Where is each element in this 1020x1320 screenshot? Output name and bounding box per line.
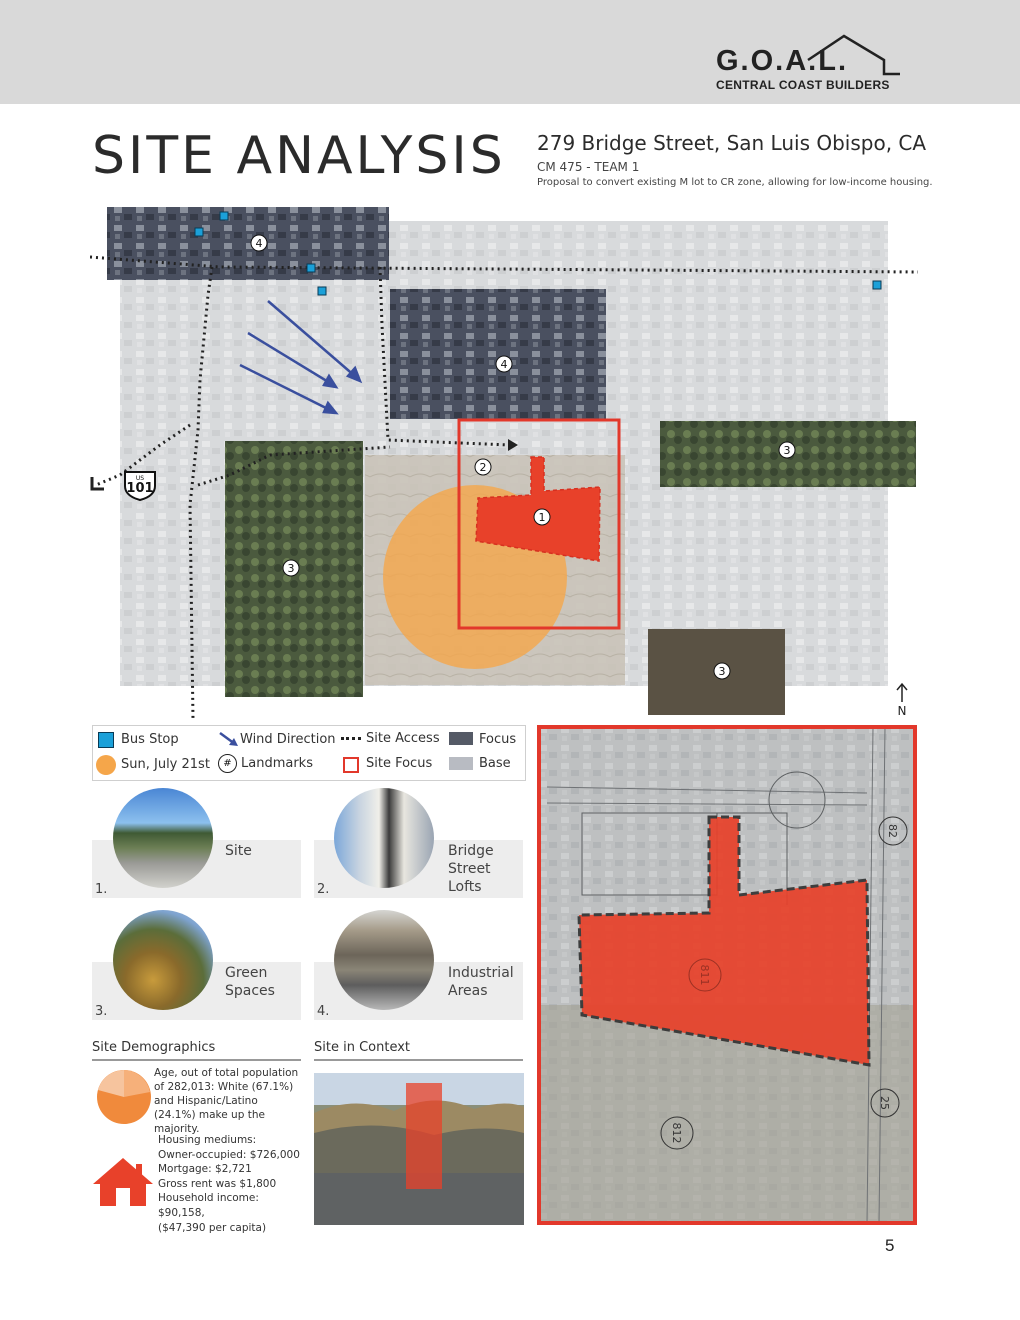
svg-text:US: US xyxy=(135,475,145,482)
bus-stop-icon xyxy=(98,732,114,748)
housing-line: ($47,390 per capita) xyxy=(158,1221,267,1234)
svg-text:4: 4 xyxy=(255,237,263,250)
proposal-text: Proposal to convert existing M lot to CR zone, allowing for low-income housing. xyxy=(537,177,933,188)
site-address: 279 Bridge Street, San Luis Obispo, CA xyxy=(537,131,927,155)
page-number: 5 xyxy=(885,1236,895,1255)
site-map xyxy=(90,205,920,720)
parcel-focus-map xyxy=(537,725,917,1225)
logo-subtitle: CENTRAL COAST BUILDERS xyxy=(716,78,890,92)
housing-info xyxy=(158,1133,304,1235)
industrial-photo xyxy=(334,910,434,1010)
svg-text:3: 3 xyxy=(287,562,295,575)
context-heading: Site in Context xyxy=(314,1040,411,1055)
legend-base: Base xyxy=(479,756,511,771)
card-green-label: Green Spaces xyxy=(225,965,275,999)
site-focus-icon xyxy=(343,757,359,773)
housing-line: Owner-occupied: $726,000 xyxy=(158,1148,300,1161)
focus-swatch-icon xyxy=(449,732,473,745)
card-green-number: 3. xyxy=(95,1004,108,1019)
legend-site-access: Site Access xyxy=(366,731,440,746)
legend-site-focus: Site Focus xyxy=(366,756,433,771)
page-title: SITE ANALYSIS xyxy=(92,126,506,186)
green-spaces-photo xyxy=(113,910,213,1010)
site-photo xyxy=(113,788,213,888)
card-industrial-number: 4. xyxy=(317,1004,330,1019)
svg-text:1: 1 xyxy=(538,511,546,524)
svg-text:82: 82 xyxy=(886,824,899,838)
landmark-symbol-icon: # xyxy=(218,754,237,773)
highway-shield-icon xyxy=(125,472,155,500)
legend-wind-direction: Wind Direction xyxy=(240,732,336,747)
lofts-photo xyxy=(334,788,434,888)
demographics-age-text: Age, out of total population of 282,013: White (67.1%) and Hispanic/Latino (24.1%) make up the majority. xyxy=(154,1067,299,1135)
demographics-pie-icon xyxy=(95,1068,153,1126)
housing-line: Mortgage: $2,721 xyxy=(158,1163,252,1176)
course-label: CM 475 - TEAM 1 xyxy=(537,160,640,174)
demographics-heading: Site Demographics xyxy=(92,1040,216,1055)
legend-focus: Focus xyxy=(479,732,517,747)
svg-text:3: 3 xyxy=(783,444,791,457)
legend-sun: Sun, July 21st xyxy=(121,757,210,772)
sun-icon xyxy=(96,755,116,775)
card-site-number: 1. xyxy=(95,882,108,897)
housing-line: Gross rent was $1,800 xyxy=(158,1177,277,1190)
legend-bus-stop: Bus Stop xyxy=(121,732,179,747)
site-access-icon xyxy=(341,737,361,740)
base-swatch-icon xyxy=(449,757,473,770)
wind-arrow-icon xyxy=(218,731,240,747)
svg-text:812: 812 xyxy=(670,1122,683,1144)
housing-line: Household income: $90,158, xyxy=(158,1192,259,1219)
north-arrow-icon xyxy=(897,684,907,718)
context-divider xyxy=(314,1059,523,1061)
svg-text:4: 4 xyxy=(500,358,508,371)
svg-text:2: 2 xyxy=(479,461,487,474)
legend-landmarks: Landmarks xyxy=(241,756,313,771)
house-icon xyxy=(92,1156,154,1208)
context-photo xyxy=(314,1073,524,1225)
svg-text:N: N xyxy=(897,704,907,718)
card-industrial-label: Industrial Areas xyxy=(448,965,514,999)
svg-text:811: 811 xyxy=(698,964,711,986)
svg-text:25: 25 xyxy=(878,1096,891,1110)
demographics-divider xyxy=(92,1059,301,1061)
card-lofts-label: Bridge Street Lofts xyxy=(448,843,494,895)
svg-text:3: 3 xyxy=(718,665,726,678)
card-site-label: Site xyxy=(225,843,252,859)
logo-text: G.O.A.L. xyxy=(716,45,848,77)
housing-line: Housing mediums: xyxy=(158,1134,257,1146)
svg-text:101: 101 xyxy=(126,481,154,496)
card-lofts-number: 2. xyxy=(317,882,330,897)
